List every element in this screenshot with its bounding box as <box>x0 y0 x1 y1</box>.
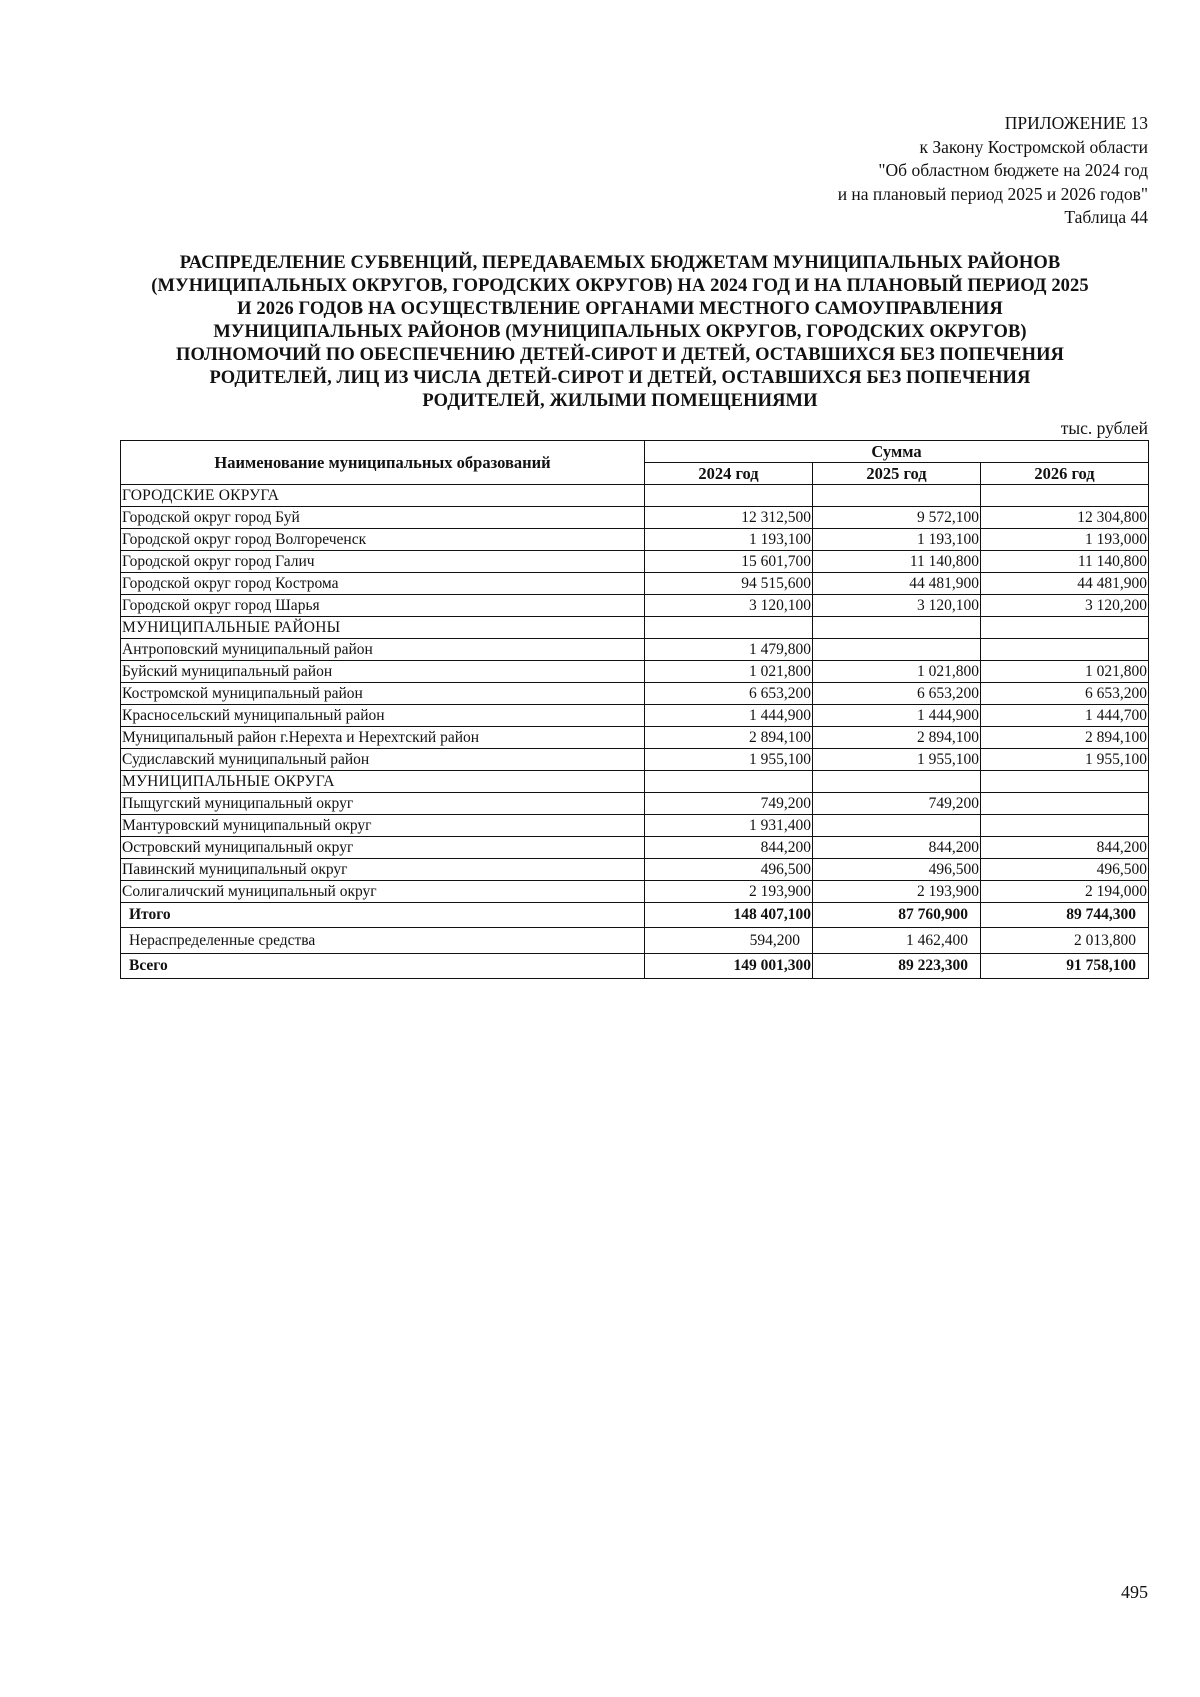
municipality-name: Городской округ город Кострома <box>121 573 645 595</box>
amount-2026: 12 304,800 <box>981 507 1149 529</box>
section-name: МУНИЦИПАЛЬНЫЕ ОКРУГА <box>121 771 645 793</box>
law-title-line2: и на плановый период 2025 и 2026 годов" <box>837 183 1148 204</box>
title-line: И 2026 ГОДОВ НА ОСУЩЕСТВЛЕНИЕ ОРГАНАМИ МЕСТНОГО САМОУПРАВЛЕНИЯ <box>237 299 1003 319</box>
units-label: тыс. рублей <box>1060 418 1148 438</box>
amount-2026: 1 193,000 <box>981 529 1149 551</box>
amount-2025: 1 462,400 <box>813 928 981 954</box>
municipality-name: Костромской муниципальный район <box>121 683 645 705</box>
amount-2025: 11 140,800 <box>813 551 981 573</box>
amount-2024: 749,200 <box>645 793 813 815</box>
amount-2024: 496,500 <box>645 859 813 881</box>
amount-2025: 1 955,100 <box>813 749 981 771</box>
amount-2026: 89 744,300 <box>981 903 1149 928</box>
municipality-name: Нераспределенные средства <box>121 928 645 954</box>
law-title-line1: "Об областном бюджете на 2024 год <box>878 160 1148 180</box>
document-title <box>110 252 1130 413</box>
column-header-name: Наименование муниципальных образований <box>121 441 645 485</box>
amount-2024: 1 444,900 <box>645 705 813 727</box>
title-line: РОДИТЕЛЕЙ, ЛИЦ ИЗ ЧИСЛА ДЕТЕЙ-СИРОТ И ДЕТЕЙ, ОСТАВШИХСЯ БЕЗ ПОПЕЧЕНИЯ <box>209 368 1031 388</box>
municipality-name: Антроповский муниципальный район <box>121 639 645 661</box>
column-header-2026: 2026 год <box>981 463 1149 485</box>
amount-2025 <box>813 617 981 639</box>
amount-2024: 12 312,500 <box>645 507 813 529</box>
amount-2026: 844,200 <box>981 837 1149 859</box>
table-row <box>121 859 1149 881</box>
municipality-name: Островский муниципальный округ <box>121 837 645 859</box>
table-row <box>121 661 1149 683</box>
amount-2025 <box>813 639 981 661</box>
table-row <box>121 727 1149 749</box>
amount-2026: 44 481,900 <box>981 573 1149 595</box>
title-line: (МУНИЦИПАЛЬНЫХ ОКРУГОВ, ГОРОДСКИХ ОКРУГОВ) НА 2024 ГОД И НА ПЛАНОВЫЙ ПЕРИОД 2025 <box>151 276 1089 296</box>
table-row <box>121 749 1149 771</box>
amount-2024: 148 407,100 <box>645 903 813 928</box>
title-line: ПОЛНОМОЧИЙ ПО ОБЕСПЕЧЕНИЮ ДЕТЕЙ-СИРОТ И ДЕТЕЙ, ОСТАВШИХСЯ БЕЗ ПОПЕЧЕНИЯ <box>175 345 1065 365</box>
amount-2025: 6 653,200 <box>813 683 981 705</box>
law-reference: к Закону Костромской области <box>919 136 1148 157</box>
amount-2025 <box>813 815 981 837</box>
amount-2024: 1 955,100 <box>645 749 813 771</box>
section-row <box>121 617 1149 639</box>
table-row <box>121 573 1149 595</box>
amount-2024: 844,200 <box>645 837 813 859</box>
amount-2024: 1 021,800 <box>645 661 813 683</box>
title-line: РАСПРЕДЕЛЕНИЕ СУБВЕНЦИЙ, ПЕРЕДАВАЕМЫХ БЮДЖЕТАМ МУНИЦИПАЛЬНЫХ РАЙОНОВ <box>179 253 1061 273</box>
amount-2025: 1 021,800 <box>813 661 981 683</box>
amount-2024: 594,200 <box>645 928 813 954</box>
amount-2024: 6 653,200 <box>645 683 813 705</box>
table-row <box>121 639 1149 661</box>
table-row <box>121 683 1149 705</box>
amount-2026: 1 444,700 <box>981 705 1149 727</box>
municipality-name: Красносельский муниципальный район <box>121 705 645 727</box>
section-row <box>121 485 1149 507</box>
column-header-2024: 2024 год <box>645 463 813 485</box>
amount-2024: 1 931,400 <box>645 815 813 837</box>
amount-2024: 149 001,300 <box>645 954 813 979</box>
municipality-name: Пыщугский муниципальный округ <box>121 793 645 815</box>
total-row <box>121 903 1149 928</box>
municipality-name: Всего <box>121 954 645 979</box>
amount-2026: 11 140,800 <box>981 551 1149 573</box>
municipality-name: Городской округ город Волгореченск <box>121 529 645 551</box>
amount-2024: 2 193,900 <box>645 881 813 903</box>
table-row <box>121 928 1149 954</box>
column-header-2025: 2025 год <box>813 463 981 485</box>
amount-2024 <box>645 771 813 793</box>
amount-2026 <box>981 793 1149 815</box>
table-number: Таблица 44 <box>1064 207 1148 227</box>
table-row <box>121 815 1149 837</box>
amount-2026 <box>981 485 1149 507</box>
amount-2026 <box>981 815 1149 837</box>
amount-2024: 94 515,600 <box>645 573 813 595</box>
amount-2024 <box>645 617 813 639</box>
municipality-name: Буйский муниципальный район <box>121 661 645 683</box>
amount-2026 <box>981 617 1149 639</box>
amount-2025: 89 223,300 <box>813 954 981 979</box>
amount-2026: 2 013,800 <box>981 928 1149 954</box>
title-line: РОДИТЕЛЕЙ, ЖИЛЫМИ ПОМЕЩЕНИЯМИ <box>422 391 818 411</box>
section-name: ГОРОДСКИЕ ОКРУГА <box>121 485 645 507</box>
municipality-name: Городской округ город Галич <box>121 551 645 573</box>
amount-2025: 44 481,900 <box>813 573 981 595</box>
title-line: МУНИЦИПАЛЬНЫХ РАЙОНОВ (МУНИЦИПАЛЬНЫХ ОКРУГОВ, ГОРОДСКИХ ОКРУГОВ) <box>213 322 1027 342</box>
appendix-number: ПРИЛОЖЕНИЕ 13 <box>1004 113 1148 133</box>
section-row <box>121 771 1149 793</box>
municipality-name: Мантуровский муниципальный округ <box>121 815 645 837</box>
amount-2026: 2 894,100 <box>981 727 1149 749</box>
total-row <box>121 954 1149 979</box>
amount-2026: 91 758,100 <box>981 954 1149 979</box>
amount-2025: 2 894,100 <box>813 727 981 749</box>
amount-2024: 3 120,100 <box>645 595 813 617</box>
amount-2025: 3 120,100 <box>813 595 981 617</box>
table-row <box>121 837 1149 859</box>
amount-2024: 15 601,700 <box>645 551 813 573</box>
amount-2026: 496,500 <box>981 859 1149 881</box>
appendix-header <box>838 112 1148 230</box>
amount-2024: 1 193,100 <box>645 529 813 551</box>
table-row <box>121 551 1149 573</box>
table-row <box>121 507 1149 529</box>
amount-2026: 6 653,200 <box>981 683 1149 705</box>
amount-2024 <box>645 485 813 507</box>
amount-2025: 9 572,100 <box>813 507 981 529</box>
amount-2024: 2 894,100 <box>645 727 813 749</box>
municipality-name: Муниципальный район г.Нерехта и Нерехтский район <box>121 727 645 749</box>
amount-2026: 1 955,100 <box>981 749 1149 771</box>
table-body <box>121 485 1149 979</box>
table-row <box>121 529 1149 551</box>
municipality-name: Судиславский муниципальный район <box>121 749 645 771</box>
amount-2025 <box>813 771 981 793</box>
amount-2025: 1 444,900 <box>813 705 981 727</box>
amount-2025: 87 760,900 <box>813 903 981 928</box>
amount-2025: 749,200 <box>813 793 981 815</box>
amount-2025: 844,200 <box>813 837 981 859</box>
page-number: 495 <box>1121 1582 1148 1602</box>
municipality-name: Солигаличский муниципальный округ <box>121 881 645 903</box>
amount-2026: 1 021,800 <box>981 661 1149 683</box>
amount-2026 <box>981 771 1149 793</box>
amount-2025 <box>813 485 981 507</box>
amount-2025: 1 193,100 <box>813 529 981 551</box>
amount-2025: 496,500 <box>813 859 981 881</box>
municipality-name: Городской округ город Буй <box>121 507 645 529</box>
table-row <box>121 705 1149 727</box>
table-row <box>121 881 1149 903</box>
subvention-table <box>120 440 1149 979</box>
municipality-name: Павинский муниципальный округ <box>121 859 645 881</box>
amount-2024: 1 479,800 <box>645 639 813 661</box>
amount-2026 <box>981 639 1149 661</box>
table-row <box>121 793 1149 815</box>
column-header-sum: Сумма <box>645 441 1149 463</box>
municipality-name: Городской округ город Шарья <box>121 595 645 617</box>
municipality-name: Итого <box>121 903 645 928</box>
amount-2026: 2 194,000 <box>981 881 1149 903</box>
section-name: МУНИЦИПАЛЬНЫЕ РАЙОНЫ <box>121 617 645 639</box>
table-row <box>121 595 1149 617</box>
amount-2025: 2 193,900 <box>813 881 981 903</box>
amount-2026: 3 120,200 <box>981 595 1149 617</box>
